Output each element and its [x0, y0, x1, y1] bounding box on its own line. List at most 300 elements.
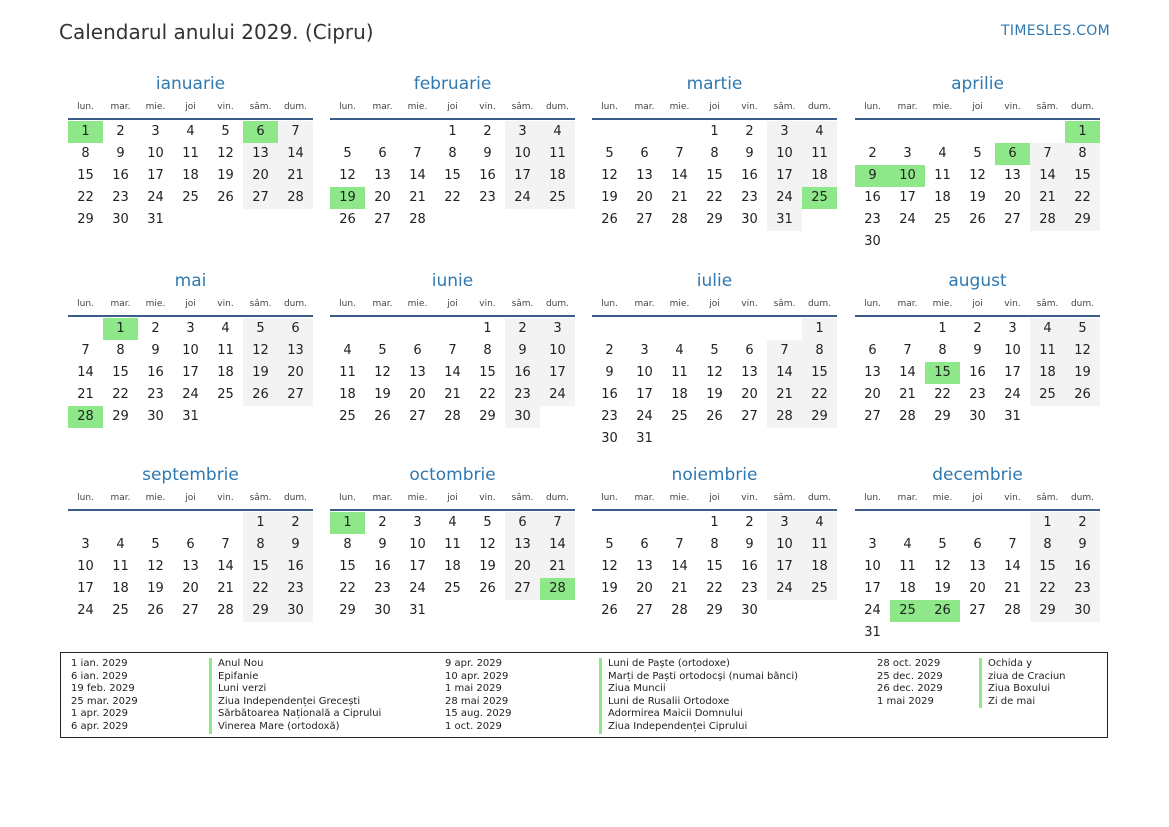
day-cell[interactable]: 16 [741, 168, 758, 183]
day-cell[interactable]: 11 [802, 534, 837, 556]
day-cell[interactable]: 8 [81, 146, 90, 161]
day-cell[interactable]: 15 [479, 365, 496, 380]
day-cell[interactable]: 2 [116, 124, 125, 139]
day-cell[interactable]: 26 [243, 384, 278, 406]
day-cell[interactable]: 28 [217, 603, 234, 618]
day-cell[interactable]: 26 [601, 603, 618, 618]
day-cell[interactable]: 17 [899, 190, 916, 205]
day-cell[interactable]: 6 [278, 318, 313, 340]
day-cell[interactable]: 17 [540, 362, 575, 384]
day-cell[interactable]: 30 [505, 406, 540, 428]
day-cell[interactable]: 21 [540, 556, 575, 578]
day-cell[interactable]: 9 [745, 537, 754, 552]
day-cell[interactable]: 3 [186, 321, 195, 336]
day-cell[interactable]: 20 [243, 165, 278, 187]
day-cell[interactable]: 9 [378, 537, 387, 552]
day-cell[interactable]: 1 [483, 321, 492, 336]
day-cell[interactable]: 19 [969, 190, 986, 205]
day-cell[interactable]: 30 [864, 234, 881, 249]
day-cell[interactable]: 11 [540, 143, 575, 165]
day-cell[interactable]: 25 [540, 187, 575, 209]
day-cell[interactable]: 9 [151, 343, 160, 358]
day-cell[interactable]: 13 [864, 365, 881, 380]
day-cell[interactable]: 30 [741, 212, 758, 227]
day-cell[interactable]: 11 [182, 146, 199, 161]
day-cell[interactable]: 3 [413, 515, 422, 530]
day-cell[interactable]: 24 [505, 187, 540, 209]
day-cell[interactable]: 18 [444, 559, 461, 574]
day-cell[interactable]: 6 [186, 537, 195, 552]
day-cell[interactable]: 4 [116, 537, 125, 552]
day-cell[interactable]: 2 [505, 318, 540, 340]
day-cell[interactable]: 16 [741, 559, 758, 574]
day-cell[interactable]: 14 [217, 559, 234, 574]
day-cell[interactable]: 17 [77, 581, 94, 596]
day-cell[interactable]: 18 [112, 581, 129, 596]
day-cell[interactable]: 29 [1030, 600, 1065, 622]
day-cell[interactable]: 6 [868, 343, 877, 358]
day-cell[interactable]: 20 [505, 556, 540, 578]
day-cell[interactable]: 15 [339, 559, 356, 574]
day-cell[interactable]: 20 [374, 190, 391, 205]
day-cell[interactable]: 21 [671, 190, 688, 205]
day-cell[interactable]: 30 [112, 212, 129, 227]
day-cell[interactable]: 17 [182, 365, 199, 380]
day-cell[interactable]: 6 [505, 512, 540, 534]
day-cell[interactable]: 26 [217, 190, 234, 205]
day-cell[interactable]: 11 [444, 537, 461, 552]
day-cell[interactable]: 7 [413, 146, 422, 161]
day-cell[interactable]: 14 [278, 143, 313, 165]
day-cell[interactable]: 4 [802, 121, 837, 143]
day-cell[interactable]: 20 [864, 387, 881, 402]
day-cell[interactable]: 22 [112, 387, 129, 402]
day-cell[interactable]: 1 [103, 318, 138, 340]
day-cell[interactable]: 6 [640, 537, 649, 552]
day-cell[interactable]: 9 [745, 146, 754, 161]
day-cell[interactable]: 1 [68, 121, 103, 143]
day-cell[interactable]: 5 [221, 124, 230, 139]
day-cell[interactable]: 30 [278, 600, 313, 622]
day-cell[interactable]: 10 [77, 559, 94, 574]
day-cell[interactable]: 3 [1008, 321, 1017, 336]
day-cell[interactable]: 2 [278, 512, 313, 534]
day-cell[interactable]: 27 [636, 212, 653, 227]
day-cell[interactable]: 1 [1065, 121, 1100, 143]
day-cell[interactable]: 5 [483, 515, 492, 530]
day-cell[interactable]: 26 [147, 603, 164, 618]
day-cell[interactable]: 18 [671, 387, 688, 402]
day-cell[interactable]: 7 [1008, 537, 1017, 552]
day-cell[interactable]: 8 [448, 146, 457, 161]
day-cell[interactable]: 14 [671, 559, 688, 574]
day-cell[interactable]: 12 [601, 559, 618, 574]
day-cell[interactable]: 13 [374, 168, 391, 183]
day-cell[interactable]: 24 [540, 384, 575, 406]
day-cell[interactable]: 27 [374, 212, 391, 227]
day-cell[interactable]: 21 [409, 190, 426, 205]
day-cell[interactable]: 20 [741, 387, 758, 402]
day-cell[interactable]: 10 [767, 534, 802, 556]
day-cell[interactable]: 4 [675, 343, 684, 358]
day-cell[interactable]: 4 [186, 124, 195, 139]
day-cell[interactable]: 20 [409, 387, 426, 402]
day-cell[interactable]: 28 [278, 187, 313, 209]
day-cell[interactable]: 28 [767, 406, 802, 428]
day-cell[interactable]: 11 [339, 365, 356, 380]
day-cell[interactable]: 2 [745, 515, 754, 530]
day-cell[interactable]: 12 [243, 340, 278, 362]
day-cell[interactable]: 2 [1065, 512, 1100, 534]
day-cell[interactable]: 29 [479, 409, 496, 424]
day-cell[interactable]: 8 [1030, 534, 1065, 556]
day-cell[interactable]: 15 [77, 168, 94, 183]
day-cell[interactable]: 24 [409, 581, 426, 596]
day-cell[interactable]: 26 [601, 212, 618, 227]
day-cell[interactable]: 3 [540, 318, 575, 340]
day-cell[interactable]: 13 [243, 143, 278, 165]
day-cell[interactable]: 21 [77, 387, 94, 402]
day-cell[interactable]: 7 [767, 340, 802, 362]
day-cell[interactable]: 8 [710, 537, 719, 552]
day-cell[interactable]: 14 [767, 362, 802, 384]
day-cell[interactable]: 4 [1030, 318, 1065, 340]
day-cell[interactable]: 27 [864, 409, 881, 424]
day-cell[interactable]: 18 [217, 365, 234, 380]
day-cell[interactable]: 26 [479, 581, 496, 596]
day-cell[interactable]: 19 [1065, 362, 1100, 384]
day-cell[interactable]: 6 [973, 537, 982, 552]
day-cell[interactable]: 14 [1004, 559, 1021, 574]
day-cell[interactable]: 18 [899, 581, 916, 596]
day-cell[interactable]: 22 [479, 387, 496, 402]
day-cell[interactable]: 15 [706, 168, 723, 183]
day-cell[interactable]: 30 [147, 409, 164, 424]
brand-logo-text[interactable]: TIMESLES.COM [1001, 23, 1110, 39]
day-cell[interactable]: 23 [969, 387, 986, 402]
day-cell[interactable]: 29 [1065, 209, 1100, 231]
day-cell[interactable]: 19 [243, 362, 278, 384]
day-cell[interactable]: 28 [540, 578, 575, 600]
day-cell[interactable]: 13 [278, 340, 313, 362]
day-cell[interactable]: 11 [1030, 340, 1065, 362]
day-cell[interactable]: 2 [973, 321, 982, 336]
day-cell[interactable]: 11 [112, 559, 129, 574]
day-cell[interactable]: 17 [864, 581, 881, 596]
day-cell[interactable]: 25 [112, 603, 129, 618]
day-cell[interactable]: 24 [767, 578, 802, 600]
day-cell[interactable]: 28 [444, 409, 461, 424]
day-cell[interactable]: 17 [767, 165, 802, 187]
day-cell[interactable]: 14 [1030, 165, 1065, 187]
day-cell[interactable]: 27 [243, 187, 278, 209]
day-cell[interactable]: 5 [1065, 318, 1100, 340]
day-cell[interactable]: 15 [802, 362, 837, 384]
day-cell[interactable]: 22 [444, 190, 461, 205]
day-cell[interactable]: 5 [605, 146, 614, 161]
day-cell[interactable]: 17 [1004, 365, 1021, 380]
day-cell[interactable]: 19 [374, 387, 391, 402]
day-cell[interactable]: 23 [112, 190, 129, 205]
day-cell[interactable]: 12 [934, 559, 951, 574]
day-cell[interactable]: 1 [802, 318, 837, 340]
day-cell[interactable]: 29 [243, 600, 278, 622]
day-cell[interactable]: 15 [444, 168, 461, 183]
day-cell[interactable]: 3 [903, 146, 912, 161]
day-cell[interactable]: 8 [483, 343, 492, 358]
day-cell[interactable]: 23 [601, 409, 618, 424]
day-cell[interactable]: 16 [864, 190, 881, 205]
day-cell[interactable]: 25 [182, 190, 199, 205]
day-cell[interactable]: 13 [741, 365, 758, 380]
day-cell[interactable]: 1 [330, 512, 365, 534]
day-cell[interactable]: 17 [636, 387, 653, 402]
day-cell[interactable]: 21 [1004, 581, 1021, 596]
day-cell[interactable]: 9 [1065, 534, 1100, 556]
day-cell[interactable]: 26 [1065, 384, 1100, 406]
day-cell[interactable]: 19 [934, 581, 951, 596]
day-cell[interactable]: 22 [77, 190, 94, 205]
day-cell[interactable]: 7 [675, 537, 684, 552]
day-cell[interactable]: 3 [767, 512, 802, 534]
day-cell[interactable]: 20 [278, 362, 313, 384]
day-cell[interactable]: 1 [243, 512, 278, 534]
day-cell[interactable]: 7 [903, 343, 912, 358]
day-cell[interactable]: 20 [1004, 190, 1021, 205]
day-cell[interactable]: 11 [802, 143, 837, 165]
day-cell[interactable]: 15 [112, 365, 129, 380]
day-cell[interactable]: 25 [934, 212, 951, 227]
day-cell[interactable]: 16 [147, 365, 164, 380]
day-cell[interactable]: 11 [217, 343, 234, 358]
day-cell[interactable]: 12 [969, 168, 986, 183]
day-cell[interactable]: 18 [1030, 362, 1065, 384]
day-cell[interactable]: 27 [278, 384, 313, 406]
day-cell[interactable]: 8 [710, 146, 719, 161]
day-cell[interactable]: 24 [1004, 387, 1021, 402]
day-cell[interactable]: 27 [505, 578, 540, 600]
day-cell[interactable]: 23 [864, 212, 881, 227]
day-cell[interactable]: 20 [969, 581, 986, 596]
day-cell[interactable]: 17 [147, 168, 164, 183]
day-cell[interactable]: 6 [413, 343, 422, 358]
day-cell[interactable]: 1 [448, 124, 457, 139]
day-cell[interactable]: 1 [1030, 512, 1065, 534]
day-cell[interactable]: 10 [864, 559, 881, 574]
day-cell[interactable]: 6 [640, 146, 649, 161]
day-cell[interactable]: 5 [378, 343, 387, 358]
day-cell[interactable]: 14 [77, 365, 94, 380]
day-cell[interactable]: 10 [505, 143, 540, 165]
day-cell[interactable]: 28 [409, 212, 426, 227]
day-cell[interactable]: 15 [1065, 165, 1100, 187]
day-cell[interactable]: 12 [339, 168, 356, 183]
day-cell[interactable]: 3 [505, 121, 540, 143]
day-cell[interactable]: 27 [741, 409, 758, 424]
day-cell[interactable]: 22 [243, 578, 278, 600]
day-cell[interactable]: 16 [601, 387, 618, 402]
day-cell[interactable]: 8 [802, 340, 837, 362]
day-cell[interactable]: 24 [864, 603, 881, 618]
day-cell[interactable]: 29 [112, 409, 129, 424]
day-cell[interactable]: 12 [147, 559, 164, 574]
day-cell[interactable]: 14 [444, 365, 461, 380]
day-cell[interactable]: 16 [278, 556, 313, 578]
day-cell[interactable]: 21 [671, 581, 688, 596]
day-cell[interactable]: 10 [890, 165, 925, 187]
day-cell[interactable]: 25 [671, 409, 688, 424]
day-cell[interactable]: 9 [116, 146, 125, 161]
day-cell[interactable]: 22 [802, 384, 837, 406]
day-cell[interactable]: 21 [444, 387, 461, 402]
day-cell[interactable]: 28 [671, 603, 688, 618]
day-cell[interactable]: 29 [802, 406, 837, 428]
day-cell[interactable]: 25 [802, 187, 837, 209]
day-cell[interactable]: 18 [802, 556, 837, 578]
day-cell[interactable]: 4 [221, 321, 230, 336]
day-cell[interactable]: 27 [969, 603, 986, 618]
day-cell[interactable]: 12 [374, 365, 391, 380]
day-cell[interactable]: 15 [925, 362, 960, 384]
day-cell[interactable]: 5 [938, 537, 947, 552]
day-cell[interactable]: 20 [182, 581, 199, 596]
day-cell[interactable]: 31 [1004, 409, 1021, 424]
day-cell[interactable]: 22 [1030, 578, 1065, 600]
day-cell[interactable]: 16 [479, 168, 496, 183]
day-cell[interactable]: 8 [1065, 143, 1100, 165]
day-cell[interactable]: 22 [339, 581, 356, 596]
day-cell[interactable]: 13 [636, 559, 653, 574]
day-cell[interactable]: 31 [182, 409, 199, 424]
day-cell[interactable]: 7 [221, 537, 230, 552]
day-cell[interactable]: 7 [540, 512, 575, 534]
day-cell[interactable]: 15 [243, 556, 278, 578]
day-cell[interactable]: 27 [636, 603, 653, 618]
day-cell[interactable]: 23 [741, 581, 758, 596]
day-cell[interactable]: 20 [636, 190, 653, 205]
day-cell[interactable]: 18 [339, 387, 356, 402]
day-cell[interactable]: 8 [343, 537, 352, 552]
day-cell[interactable]: 21 [217, 581, 234, 596]
day-cell[interactable]: 11 [899, 559, 916, 574]
day-cell[interactable]: 2 [483, 124, 492, 139]
day-cell[interactable]: 23 [479, 190, 496, 205]
day-cell[interactable]: 3 [151, 124, 160, 139]
day-cell[interactable]: 17 [505, 165, 540, 187]
day-cell[interactable]: 6 [243, 121, 278, 143]
day-cell[interactable]: 22 [934, 387, 951, 402]
day-cell[interactable]: 30 [969, 409, 986, 424]
day-cell[interactable]: 16 [1065, 556, 1100, 578]
day-cell[interactable]: 16 [112, 168, 129, 183]
day-cell[interactable]: 13 [409, 365, 426, 380]
day-cell[interactable]: 4 [540, 121, 575, 143]
day-cell[interactable]: 12 [601, 168, 618, 183]
day-cell[interactable]: 4 [343, 343, 352, 358]
day-cell[interactable]: 28 [68, 406, 103, 428]
day-cell[interactable]: 5 [605, 537, 614, 552]
day-cell[interactable]: 10 [636, 365, 653, 380]
day-cell[interactable]: 26 [925, 600, 960, 622]
day-cell[interactable]: 6 [745, 343, 754, 358]
day-cell[interactable]: 16 [374, 559, 391, 574]
day-cell[interactable]: 26 [339, 212, 356, 227]
day-cell[interactable]: 30 [1065, 600, 1100, 622]
day-cell[interactable]: 23 [147, 387, 164, 402]
day-cell[interactable]: 24 [636, 409, 653, 424]
day-cell[interactable]: 13 [505, 534, 540, 556]
day-cell[interactable]: 21 [1030, 187, 1065, 209]
day-cell[interactable]: 22 [706, 581, 723, 596]
day-cell[interactable]: 6 [378, 146, 387, 161]
day-cell[interactable]: 19 [330, 187, 365, 209]
day-cell[interactable]: 2 [151, 321, 160, 336]
day-cell[interactable]: 11 [671, 365, 688, 380]
day-cell[interactable]: 29 [77, 212, 94, 227]
day-cell[interactable]: 17 [409, 559, 426, 574]
day-cell[interactable]: 10 [409, 537, 426, 552]
day-cell[interactable]: 24 [182, 387, 199, 402]
day-cell[interactable]: 25 [802, 578, 837, 600]
day-cell[interactable]: 23 [741, 190, 758, 205]
day-cell[interactable]: 12 [479, 537, 496, 552]
day-cell[interactable]: 16 [505, 362, 540, 384]
day-cell[interactable]: 1 [938, 321, 947, 336]
day-cell[interactable]: 8 [243, 534, 278, 556]
day-cell[interactable]: 29 [934, 409, 951, 424]
day-cell[interactable]: 18 [802, 165, 837, 187]
day-cell[interactable]: 5 [151, 537, 160, 552]
day-cell[interactable]: 1 [710, 515, 719, 530]
day-cell[interactable]: 19 [601, 581, 618, 596]
day-cell[interactable]: 3 [767, 121, 802, 143]
day-cell[interactable]: 18 [182, 168, 199, 183]
day-cell[interactable]: 20 [636, 581, 653, 596]
day-cell[interactable]: 12 [217, 146, 234, 161]
day-cell[interactable]: 4 [448, 515, 457, 530]
day-cell[interactable]: 3 [868, 537, 877, 552]
day-cell[interactable]: 21 [767, 384, 802, 406]
day-cell[interactable]: 17 [767, 556, 802, 578]
day-cell[interactable]: 9 [483, 146, 492, 161]
day-cell[interactable]: 4 [938, 146, 947, 161]
day-cell[interactable]: 4 [802, 512, 837, 534]
day-cell[interactable]: 13 [182, 559, 199, 574]
day-cell[interactable]: 7 [448, 343, 457, 358]
day-cell[interactable]: 2 [868, 146, 877, 161]
day-cell[interactable]: 22 [706, 190, 723, 205]
day-cell[interactable]: 5 [973, 146, 982, 161]
day-cell[interactable]: 23 [1065, 578, 1100, 600]
day-cell[interactable]: 14 [671, 168, 688, 183]
day-cell[interactable]: 7 [1030, 143, 1065, 165]
day-cell[interactable]: 28 [671, 212, 688, 227]
day-cell[interactable]: 30 [374, 603, 391, 618]
day-cell[interactable]: 24 [77, 603, 94, 618]
day-cell[interactable]: 13 [969, 559, 986, 574]
day-cell[interactable]: 27 [182, 603, 199, 618]
day-cell[interactable]: 1 [710, 124, 719, 139]
day-cell[interactable]: 9 [605, 365, 614, 380]
day-cell[interactable]: 23 [374, 581, 391, 596]
day-cell[interactable]: 10 [540, 340, 575, 362]
day-cell[interactable]: 21 [899, 387, 916, 402]
day-cell[interactable]: 9 [973, 343, 982, 358]
day-cell[interactable]: 3 [81, 537, 90, 552]
day-cell[interactable]: 15 [1030, 556, 1065, 578]
day-cell[interactable]: 25 [444, 581, 461, 596]
day-cell[interactable]: 27 [409, 409, 426, 424]
